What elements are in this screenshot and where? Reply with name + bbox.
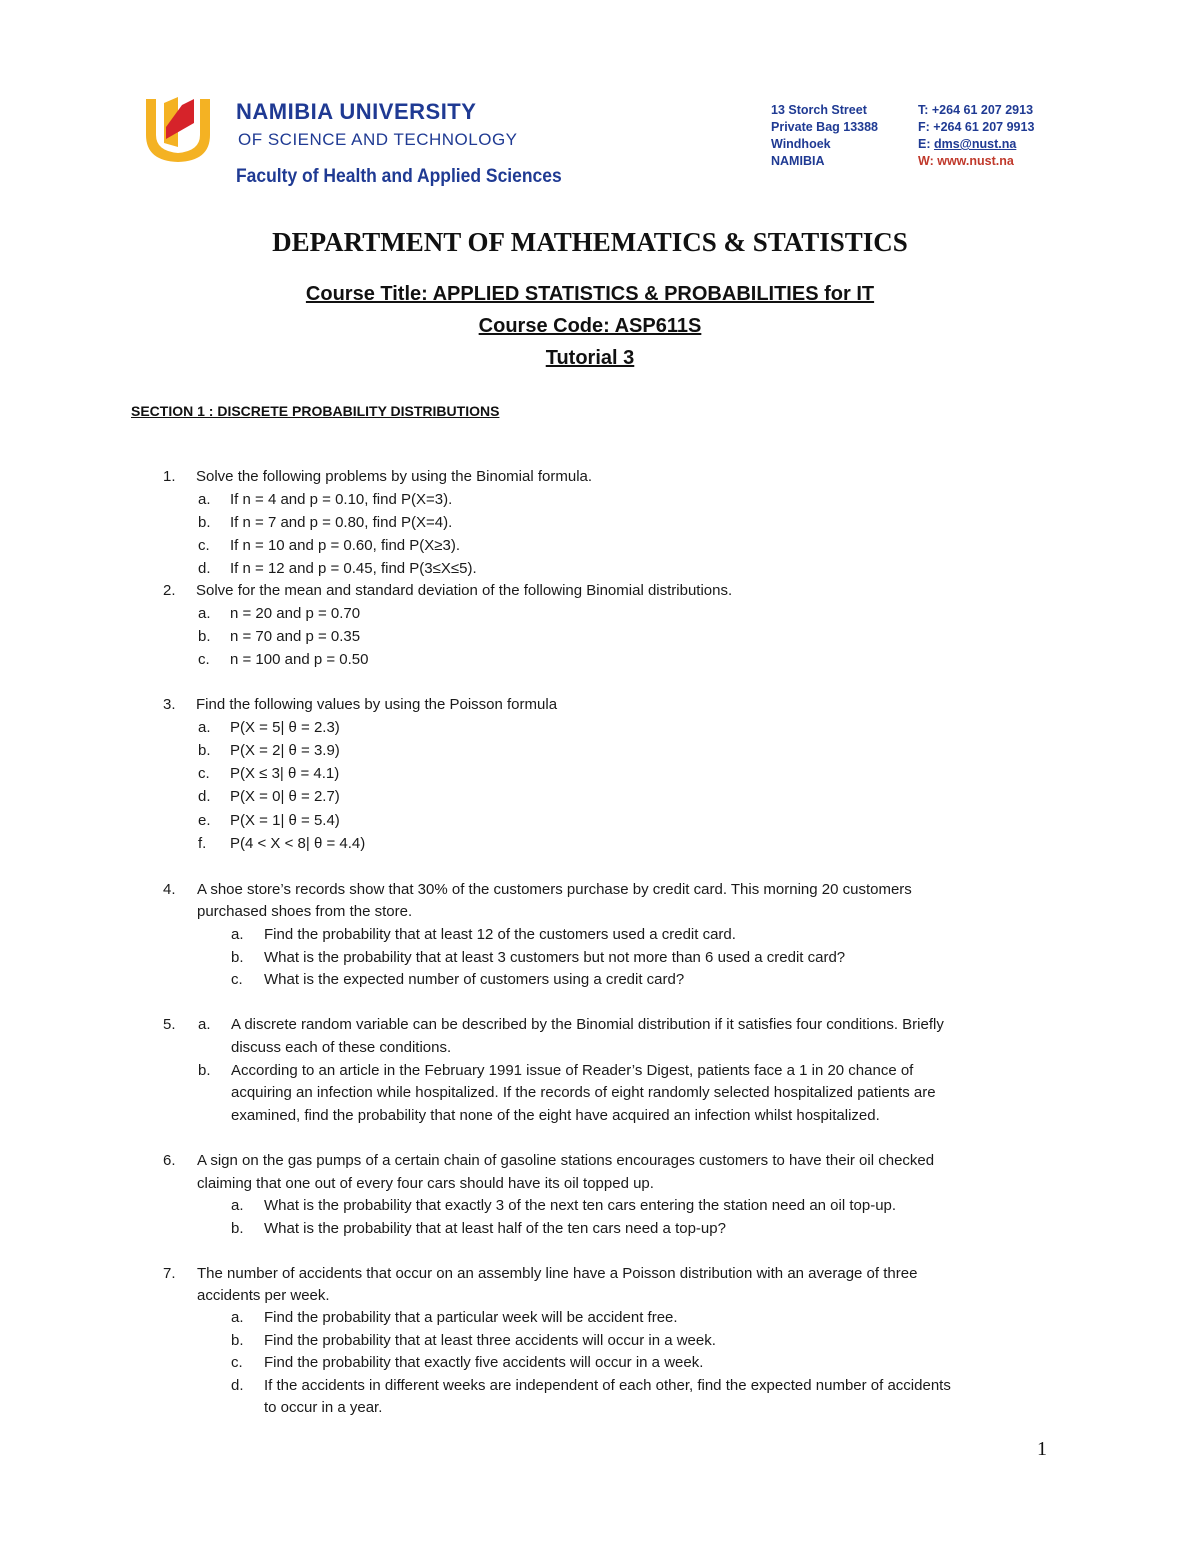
sub-item-marker: c. <box>198 765 210 782</box>
question-line: claiming that one out of every four cars should have its oil topped up. <box>197 1175 654 1192</box>
question-text: Solve for the mean and standard deviation of the following Binomial distributions. <box>196 582 733 599</box>
question-text: Solve the following problems by using the Binomial formula. <box>196 468 593 485</box>
email-prefix: E: <box>918 137 934 151</box>
sub-item-marker: a. <box>198 719 211 736</box>
university-subtitle: OF SCIENCE AND TECHNOLOGY <box>238 130 518 149</box>
question-line: to occur in a year. <box>264 1399 383 1416</box>
tutorial-title: Tutorial 3 <box>545 347 635 369</box>
question-line: Find the probability that at least three accidents will occur in a week. <box>264 1332 716 1349</box>
course-title: Course Title: APPLIED STATISTICS & PROBABILITIES for IT <box>305 283 875 305</box>
question-line: If n = 10 and p = 0.60, find P(X≥3). <box>230 537 461 554</box>
question-line: Find the probability that exactly five accidents will occur in a week. <box>264 1354 704 1371</box>
sub-item-marker: d. <box>198 560 211 577</box>
question-line: P(4 < X < 8| θ = 4.4) <box>230 835 366 852</box>
sub-item-marker: f. <box>198 835 207 852</box>
question-number: 7. <box>163 1265 176 1282</box>
web-prefix: W: <box>918 154 938 168</box>
address-block <box>771 102 878 170</box>
sub-item-marker: c. <box>231 971 243 988</box>
sub-item-marker: b. <box>198 628 211 645</box>
question-line: Find the probability that a particular week will be accident free. <box>264 1309 678 1326</box>
question-number: 4. <box>163 881 176 898</box>
question-line: If n = 7 and p = 0.80, find P(X=4). <box>230 514 453 531</box>
sub-item-marker: c. <box>198 651 210 668</box>
question-text: A shoe store’s records show that 30% of the customers purchase by credit card. This morning 20 customers <box>197 881 912 898</box>
sub-item-marker: b. <box>231 1220 244 1237</box>
address-line: Windhoek <box>771 137 831 151</box>
question-line: examined, find the probability that none of the eight have acquired an infection whilst hospitalized. <box>231 1107 880 1124</box>
sub-item-marker: b. <box>231 1332 244 1349</box>
university-name: NAMIBIA UNIVERSITY <box>236 99 477 124</box>
sub-item-marker: c. <box>198 537 210 554</box>
question-line: P(X = 5| θ = 2.3) <box>230 719 340 736</box>
question-number: 2. <box>163 582 176 599</box>
question-line: What is the probability that at least 3 customers but not more than 6 used a credit card? <box>264 949 846 966</box>
phone-number: T: +264 61 207 2913 <box>918 103 1034 117</box>
page-number: 1 <box>1037 1438 1047 1460</box>
sub-item-marker: a. <box>231 1197 244 1214</box>
question-number: 5. <box>163 1016 176 1033</box>
question-line: P(X ≤ 3| θ = 4.1) <box>230 765 340 782</box>
address-line: Private Bag 13388 <box>771 120 879 134</box>
question-number: 1. <box>163 468 176 485</box>
question-line: purchased shoes from the store. <box>197 903 413 920</box>
question-line: n = 20 and p = 0.70 <box>230 605 361 622</box>
question-text: Find the following values by using the Poisson formula <box>196 696 558 713</box>
question-text: A discrete random variable can be described by the Binomial distribution if it satisfies four conditions. Briefly <box>231 1016 944 1033</box>
contact-block <box>918 102 1034 170</box>
question-line: If n = 4 and p = 0.10, find P(X=3). <box>230 491 453 508</box>
sub-item-marker: b. <box>198 514 211 531</box>
course-code: Course Code: ASP611S <box>478 315 702 337</box>
question-line: What is the probability that at least half of the ten cars need a top-up? <box>264 1220 726 1237</box>
question-line: P(X = 1| θ = 5.4) <box>230 812 340 829</box>
sub-item-marker: a. <box>198 491 211 508</box>
sub-item-marker: a. <box>198 1016 211 1033</box>
question-line: If n = 12 and p = 0.45, find P(3≤X≤5). <box>230 560 477 577</box>
sub-item-marker: b. <box>198 742 211 759</box>
question-line: P(X = 0| θ = 2.7) <box>230 788 340 805</box>
section-heading: SECTION 1 : DISCRETE PROBABILITY DISTRIBUTIONS <box>131 403 500 419</box>
university-logo <box>142 95 214 163</box>
question-number: 6. <box>163 1152 176 1169</box>
question-text: The number of accidents that occur on an assembly line have a Poisson distribution with an average of three <box>197 1265 918 1282</box>
question-line: accidents per week. <box>197 1287 330 1304</box>
sub-item-marker: d. <box>198 788 211 805</box>
question-line: acquiring an infection while hospitalized. If the records of eight randomly selected hospitalized patients are <box>231 1084 936 1101</box>
fax-number: F: +264 61 207 9913 <box>918 120 1035 134</box>
sub-item-marker: b. <box>231 949 244 966</box>
email-link[interactable]: dms@nust.na <box>933 137 1017 151</box>
question-line: What is the probability that exactly 3 of the next ten cars entering the station need an oil top-up. <box>264 1197 897 1214</box>
faculty-name: Faculty of Health and Applied Sciences <box>236 166 562 187</box>
web-line <box>918 153 1034 170</box>
question-line: discuss each of these conditions. <box>231 1039 452 1056</box>
sub-item-marker: b. <box>198 1062 211 1079</box>
question-line: Find the probability that at least 12 of the customers used a credit card. <box>264 926 736 943</box>
question-line: n = 100 and p = 0.50 <box>230 651 369 668</box>
sub-item-marker: a. <box>231 926 244 943</box>
question-line: If the accidents in different weeks are independent of each other, find the expected number of accidents <box>264 1377 951 1394</box>
question-line: What is the expected number of customers using a credit card? <box>264 971 685 988</box>
department-title: DEPARTMENT OF MATHEMATICS & STATISTICS <box>272 227 908 257</box>
question-text: A sign on the gas pumps of a certain chain of gasoline stations encourages customers to have their oil checked <box>197 1152 935 1169</box>
web-link[interactable]: www.nust.na <box>937 154 1014 168</box>
address-line: NAMIBIA <box>771 154 825 168</box>
email-line <box>918 136 1034 153</box>
address-line: 13 Storch Street <box>771 103 867 117</box>
sub-item-marker: d. <box>231 1377 244 1394</box>
sub-item-marker: c. <box>231 1354 243 1371</box>
sub-item-marker: a. <box>231 1309 244 1326</box>
question-line: P(X = 2| θ = 3.9) <box>230 742 340 759</box>
question-number: 3. <box>163 696 176 713</box>
question-line: According to an article in the February 1991 issue of Reader’s Digest, patients face a 1 in 20 chance of <box>231 1062 914 1079</box>
question-line: n = 70 and p = 0.35 <box>230 628 361 645</box>
sub-item-marker: a. <box>198 605 211 622</box>
sub-item-marker: e. <box>198 812 211 829</box>
